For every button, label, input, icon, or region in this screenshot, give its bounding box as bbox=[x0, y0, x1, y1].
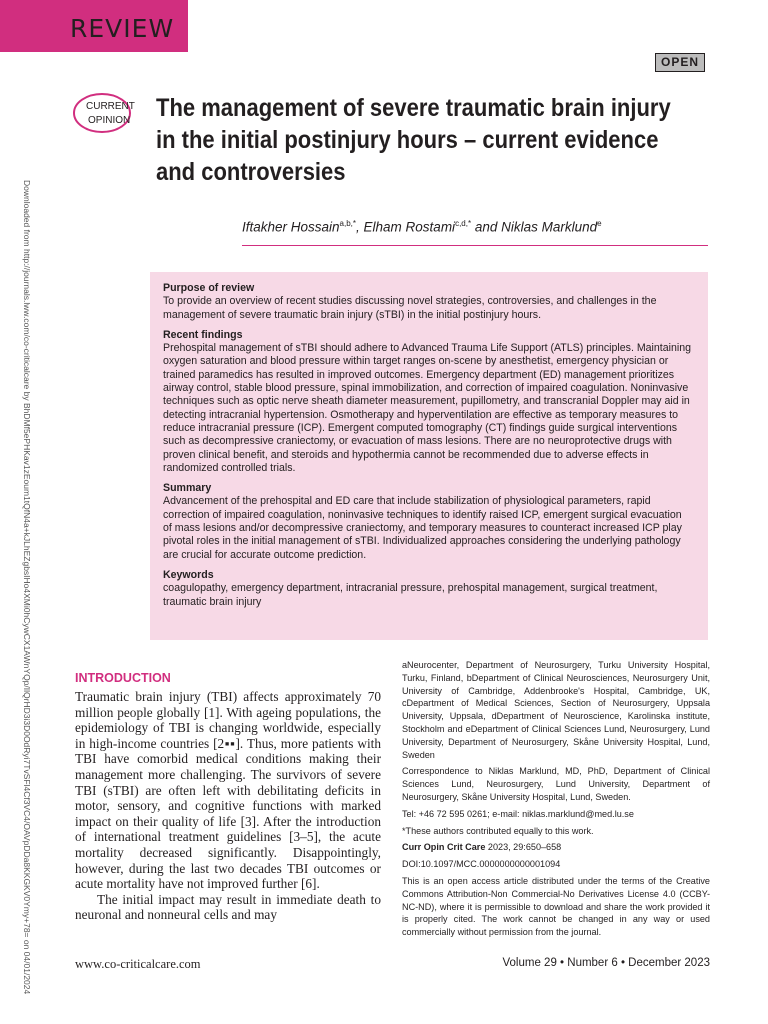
contact: Tel: +46 72 595 0261; e-mail: niklas.marklund@med.lu.se bbox=[402, 808, 634, 819]
author-2: Elham Rostami bbox=[363, 219, 456, 235]
author-and: and bbox=[471, 219, 502, 235]
logo-line2: OPINION bbox=[88, 115, 131, 126]
journal-ref: 2023, 29:650–658 bbox=[485, 842, 562, 853]
introduction-paragraph-2: The initial impact may result in immediate death to neuronal and nonneural cells and may bbox=[75, 891, 381, 923]
correspondence: Correspondence to Niklas Marklund, MD, PhD, Department of Clinical Sciences Lund, Neurosurgery, Lund University, Department of Neurosurgery, Skåne University Hospital, Lund, Sweden. bbox=[402, 766, 710, 802]
open-access-badge: OPEN bbox=[655, 53, 705, 72]
equal-contribution-note: *These authors contributed equally to this work. bbox=[402, 825, 594, 836]
section-band bbox=[0, 0, 188, 52]
journal-website: www.co-criticalcare.com bbox=[75, 957, 201, 971]
section-label: REVIEW bbox=[70, 14, 175, 43]
author-divider bbox=[242, 245, 708, 246]
download-note: Downloaded from http://journals.lww.com/co-criticalcare by BhDMf5ePHKav1zEoum1tQfN4a+kJLhEZgbsIHo4XMi0hCywCX1AWnYQp/IlQrHD3i3D0OdRyi7TvSFl4Cf3VC4/OAVpDDa8KKGKV0Ymy+78= on 04/01/2024 bbox=[22, 180, 32, 995]
author-separator: , bbox=[356, 219, 364, 235]
abstract-heading-purpose: Purpose of review bbox=[163, 282, 255, 294]
journal-name: Curr Opin Crit Care bbox=[402, 842, 486, 853]
author-2-affil: c,d,* bbox=[455, 219, 472, 228]
current-opinion-logo bbox=[72, 92, 142, 134]
introduction-body bbox=[75, 689, 381, 923]
license-note: This is an open access article distributed under the terms of the Creative Commons Attribution-Non Commercial-No Derivatives License 4.0 (CCBY-NC-ND), where it is permissible to download and share the work provided it is properly cited. The work cannot be changed in any way or used commercially without permission from the journal. bbox=[402, 875, 710, 938]
abstract-text-keywords: coagulopathy, emergency department, intracranial pressure, prehospital management, surgical treatment, traumatic brain injury bbox=[163, 582, 658, 608]
abstract-box bbox=[150, 272, 708, 640]
title-line-2: in the initial postinjury hours – current evidence bbox=[156, 126, 659, 154]
author-list bbox=[242, 219, 602, 235]
abstract-text-findings: Prehospital management of sTBI should adhere to Advanced Trauma Life Support (ATLS) principles. Maintaining oxygen saturation and blood pressure within target ranges on-scene by anesthetist, emergency physician or trained paramedics has resulted in improved outcomes. Emergency department (ED) management prioritizes airway control, stable blood pressure, spinal immobilization, and correction of impaired coagulation. Noninvasive techniques such as optic nerve sheath diameter measurement, pupillometry, and transcranial Doppler may aid in detecting intracranial hypertension. Osmotherapy and hyperventilation are effective as temporary measures to reduce intracranial pressure (ICP). Emergent computed tomography (CT) findings guide surgical interventions such as decompressive craniectomy, or evacuation of mass lesions. There are no neuroprotective drugs with proven clinical benefit, and steroids and hypothermia cannot be recommended due to adverse effects in randomized controlled trials. bbox=[163, 342, 692, 474]
abstract-heading-keywords: Keywords bbox=[163, 568, 214, 581]
article-title bbox=[156, 92, 671, 188]
logo-line1: CURRENT bbox=[86, 101, 135, 112]
abstract-text-summary: Advancement of the prehospital and ED care that include stabilization of physiological parameters, rapid correction of impaired coagulation, noninvasive techniques to identify raised ICP, emergent surgical evacuation of mass lesions and/or decompressive craniectomy, and temporary measures to counteract increased ICP play pivotal roles in the initial management of sTBI. Individualized approaches considering the underlying pathology are crucial for accurate outcome prediction. bbox=[163, 495, 682, 561]
abstract-heading-findings: Recent findings bbox=[163, 328, 243, 341]
title-line-3: and controversies bbox=[156, 158, 346, 186]
issue-info: Volume 29 • Number 6 • December 2023 bbox=[502, 957, 710, 969]
introduction-heading: INTRODUCTION bbox=[75, 671, 171, 685]
abstract-text-purpose: To provide an overview of recent studies discussing novel strategies, controversies, and challenges in the management of severe traumatic brain injury (sTBI) in the initial postinjury hours. bbox=[163, 295, 657, 321]
download-watermark bbox=[18, 180, 34, 995]
abstract-heading-summary: Summary bbox=[163, 482, 212, 495]
doi: DOI:10.1097/MCC.0000000000001094 bbox=[402, 859, 561, 870]
author-3-affil: e bbox=[597, 219, 602, 228]
author-1: Iftakher Hossain bbox=[242, 219, 340, 235]
affiliations: aNeurocenter, Department of Neurosurgery, Turku University Hospital, Turku, Finland, bDepartment of Clinical Neurosciences, Neurosurgery Unit, University of Cambridge, Addenbrooke's Hospital, Cambridge, UK, cDepartment of Medical Sciences, Section of Neurosurgery, Uppsala University, Uppsala, dDepartment of Neuroscience, Karolinska institute, Stockholm and eDepartment of Clinical Sciences Lund, Neurosurgery, Lund University, Department of Neurosurgery, Skåne University Hospital, Lund, Sweden bbox=[402, 660, 710, 760]
journal-citation bbox=[402, 841, 710, 854]
author-3: Niklas Marklund bbox=[501, 219, 598, 235]
introduction-paragraph-1: Traumatic brain injury (TBI) affects approximately 70 million people globally [1]. With ageing populations, the epidemiology of TBI is changing worldwide, especially in high-income countries [2▪▪]. Thus, more patients with TBI have comorbid medical conditions making their management more challenging. The survivors of severe TBI (sTBI) are often left with debilitating deficits in motor, sensory, and cognitive functions with marked impact on their quality of life [3]. After the introduction of international treatment guidelines [3–5], the acute mortality decreased significantly. Disappointingly, however, during the last two decades TBI outcomes or acute mortality have not improved further [6]. bbox=[75, 689, 381, 892]
title-line-1: The management of severe traumatic brain injury bbox=[156, 94, 671, 122]
author-1-affil: a,b,* bbox=[339, 219, 357, 228]
article-notes bbox=[402, 659, 710, 943]
